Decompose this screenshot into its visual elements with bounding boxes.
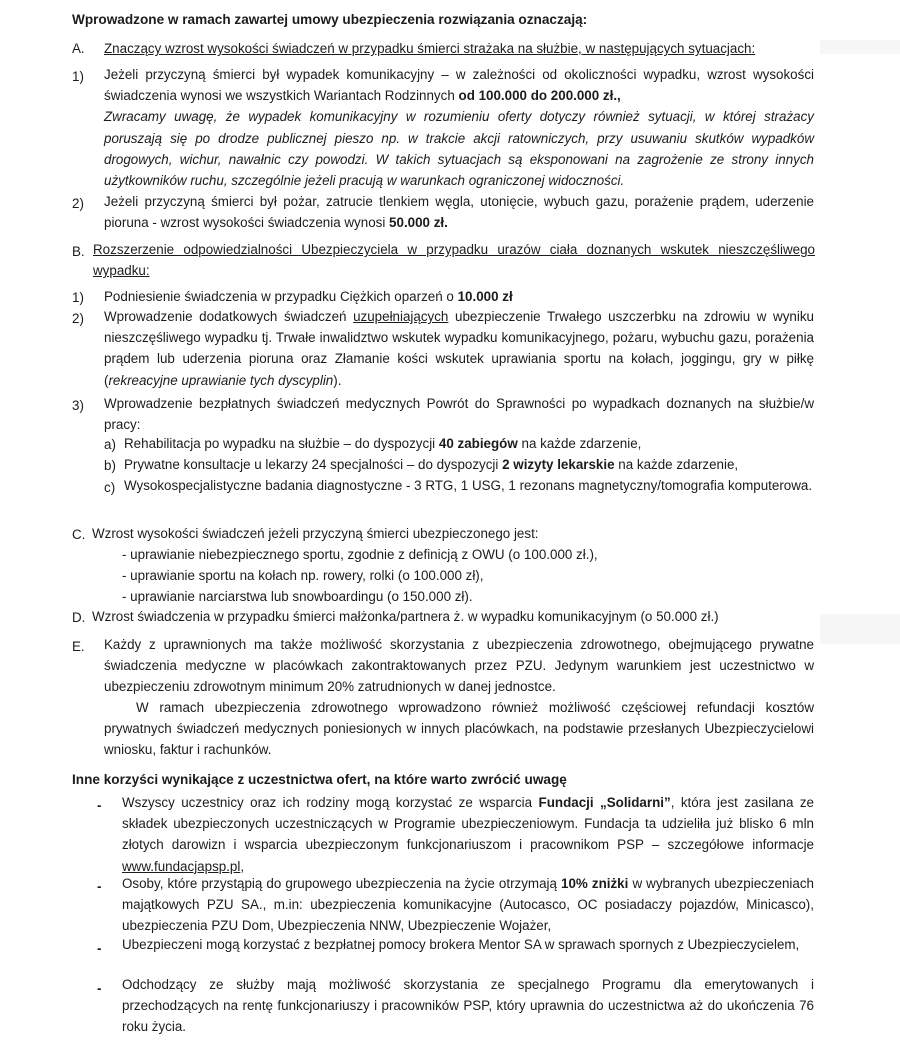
section-b-marker: B. <box>72 244 85 259</box>
foundation-link[interactable]: www.fundacjapsp.pl <box>122 858 241 874</box>
item-italic-note: Zwracamy uwagę, że wypadek komunikacyjny w rozumieniu oferty dotyczy również sytuacji, w której strażacy poruszają się po drodze publicznej pieszo np. w trakcie akcji ratowniczych, przy usuwaniu skutków wypadków drogowych, wichur, nawałnic czy powodzi. W takich sytuacjach są eksponowani na zagrożenie ze strony innych użytkowników ruchu, szczególnie jeżeli pracują w warunkach ograniczonej widoczności. <box>104 109 814 189</box>
item-bold: 10% zniżki <box>561 876 629 891</box>
section-c-marker: C. <box>72 527 86 542</box>
subitem-letter: b) <box>104 458 116 473</box>
item-text: ubezpieczenie Trwałego uszczerbku na zdrowiu w wyniku nieszczęśliwego wypadku tj. Trwałe inwalidztwo wskutek wypadku komunikacyjnego, pożaru, wybuchu gazu, porażenia prądem lub uderzenia pioruna oraz Złamanie kości wskutek uprawiania sportu na kołach, joggingu, gry w piłkę ( <box>104 309 814 388</box>
section-e-marker: E. <box>72 639 85 654</box>
item-bold: Fundacji „Solidarni” <box>538 795 671 810</box>
section-b-item3: Wprowadzenie bezpłatnych świadczeń medycznych Powrót do Sprawności po wypadkach doznanych na służbie/w pracy: <box>104 396 814 433</box>
subitem-letter: a) <box>104 437 116 452</box>
scan-shading <box>820 614 900 644</box>
item-bold: 2 wizyty lekarskie <box>502 457 615 472</box>
section-e-paragraph-2: W ramach ubezpieczenia zdrowotnego wprowadzono również możliwość częściowej refundacji kosztów prywatnych świadczeń medycznych poniesionych w innych placówkach, na podstawie przesłanych Ubezpieczycielowi wniosku, faktur i rachunków. <box>104 700 814 758</box>
section-b-item3-c: Wysokospecjalistyczne badania diagnostyczne - 3 RTG, 1 USG, 1 rezonans magnetyczny/tomografia komputerowa. <box>124 478 813 493</box>
section-a-item1 <box>104 64 814 191</box>
list-dash: - <box>97 981 102 996</box>
item-text: Rehabilitacja po wypadku na służbie – do dyspozycji <box>124 436 436 451</box>
benefit-item-3: Ubezpieczeni mogą korzystać z bezpłatnej pomocy brokera Mentor SA w sprawach spornych z Ubezpieczycielem, <box>122 937 800 952</box>
item-text: Podniesienie świadczenia w przypadku Ciężkich oparzeń o <box>104 289 454 304</box>
section-b-title: Rozszerzenie odpowiedzialności Ubezpieczyciela w przypadku urazów ciała doznanych wskutek nieszczęśliwego wypadku: <box>93 242 815 279</box>
section-e-paragraph-1: Każdy z uprawnionych ma także możliwość skorzystania z ubezpieczenia zdrowotnego, obejmującego prywatne świadczenia medyczne w placówkach zakontraktowanych przez PZU. Jedynym warunkiem jest uczestnictwo w ubezpieczeniu zdrowotnym minimum 20% zatrudnionych w danej jednostce. <box>104 637 814 695</box>
item-bold-amount: 50.000 zł. <box>389 215 448 231</box>
item-number: 2) <box>72 311 84 326</box>
section-b-item3-a <box>124 433 641 454</box>
item-text: , <box>240 858 245 874</box>
section-c-line: - uprawianie sportu na kołach np. rowery, rolki (o 100.000 zł), <box>122 568 484 583</box>
item-text: Jeżeli przyczyną śmierci był pożar, zatrucie tlenkiem węgla, utonięcie, wybuch gazu, porażenie prądem, uderzenie pioruna - wzrost wysokości świadczenia wynosi <box>104 194 814 231</box>
item-text: na każde zdarzenie, <box>521 436 642 451</box>
section-a-item2 <box>104 191 814 233</box>
section-b-item3-b <box>124 454 738 475</box>
scan-shading <box>820 40 900 54</box>
section-d-text: Wzrost świadczenia w przypadku śmierci małżonka/partnera ż. w wypadku komunikacyjnym (o 50.000 zł.) <box>92 609 719 624</box>
item-bold-amount: 10.000 zł <box>457 289 513 304</box>
item-bold: 40 zabiegów <box>438 436 518 451</box>
subitem-letter: c) <box>104 480 116 495</box>
item-underlined: uzupełniających <box>353 309 449 324</box>
item-bold-amount: od 100.000 do 200.000 zł., <box>458 88 621 104</box>
section-b-item1 <box>104 286 513 307</box>
section-c-line: - uprawianie niebezpiecznego sportu, zgodnie z definicją z OWU (o 100.000 zł.), <box>122 547 598 562</box>
benefit-item-1 <box>122 792 814 877</box>
item-text: , która jest zasilana ze składek ubezpieczonych uczestniczących w Programie ubezpieczeniowym. Fundacja ta udzieliła już blisko 6 mln złotych darowizn i wsparcia ubezpieczonym funkcjonariuszom i pracownikom PSP – szczegółowe informacje <box>122 795 815 853</box>
item-text: w wybranych ubezpieczeniach majątkowych PZU SA., m.in: ubezpieczenia komunikacyjne (Autocasco, OC posiadaczy pojazdów, Minicasco), ubezpieczenia PZU Dom, Ubezpieczenia NNW, Ubezpieczenie Wojażer, <box>122 876 814 934</box>
list-dash: - <box>97 879 102 894</box>
item-text: Prywatne konsultacje u lekarzy 24 specjalności – do dyspozycji <box>124 457 499 472</box>
list-dash: - <box>97 798 102 813</box>
section-a-marker: A. <box>72 41 85 56</box>
list-dash: - <box>97 941 102 956</box>
section-a-title: Znaczący wzrost wysokości świadczeń w przypadku śmierci strażaka na służbie, w następujących sytuacjach: <box>104 41 756 56</box>
item-text: Wprowadzenie dodatkowych świadczeń <box>104 309 347 324</box>
benefit-item-4: Odchodzący ze służby mają możliwość skorzystania ze specjalnego Programu dla emerytowanych i przechodzących na rentę funkcjonariuszy i pracowników PSP, który uprawnia do uczestnictwa aż do ukończenia 76 roku życia. <box>122 977 814 1035</box>
item-text: Wszyscy uczestnicy oraz ich rodziny mogą korzystać ze wsparcia <box>122 795 533 810</box>
section-c-line: - uprawianie narciarstwa lub snowboardingu (o 150.000 zł). <box>122 589 473 604</box>
item-number: 3) <box>72 398 84 413</box>
item-text: Jeżeli przyczyną śmierci był wypadek komunikacyjny – w zależności od okoliczności wypadku, wzrost wysokości świadczenia wynosi we wszystkich Wariantach Rodzinnych <box>104 67 814 104</box>
item-text: Osoby, które przystąpią do grupowego ubezpieczenia na życie otrzymają <box>122 876 557 891</box>
section-b-item2 <box>104 306 814 391</box>
heading-other-benefits: Inne korzyści wynikające z uczestnictwa ofert, na które warto zwrócić uwagę <box>72 772 567 787</box>
item-number: 1) <box>72 69 84 84</box>
item-number: 1) <box>72 290 84 305</box>
item-italic: rekreacyjne uprawianie tych dyscyplin <box>108 372 334 388</box>
heading-main: Wprowadzone w ramach zawartej umowy ubezpieczenia rozwiązania oznaczają: <box>72 12 588 27</box>
benefit-item-2 <box>122 873 814 937</box>
section-d-marker: D. <box>72 610 86 625</box>
section-c-title: Wzrost wysokości świadczeń jeżeli przyczyną śmierci ubezpieczonego jest: <box>92 526 539 541</box>
item-number: 2) <box>72 196 84 211</box>
item-text: ). <box>333 372 342 388</box>
item-text: na każde zdarzenie, <box>618 457 739 472</box>
